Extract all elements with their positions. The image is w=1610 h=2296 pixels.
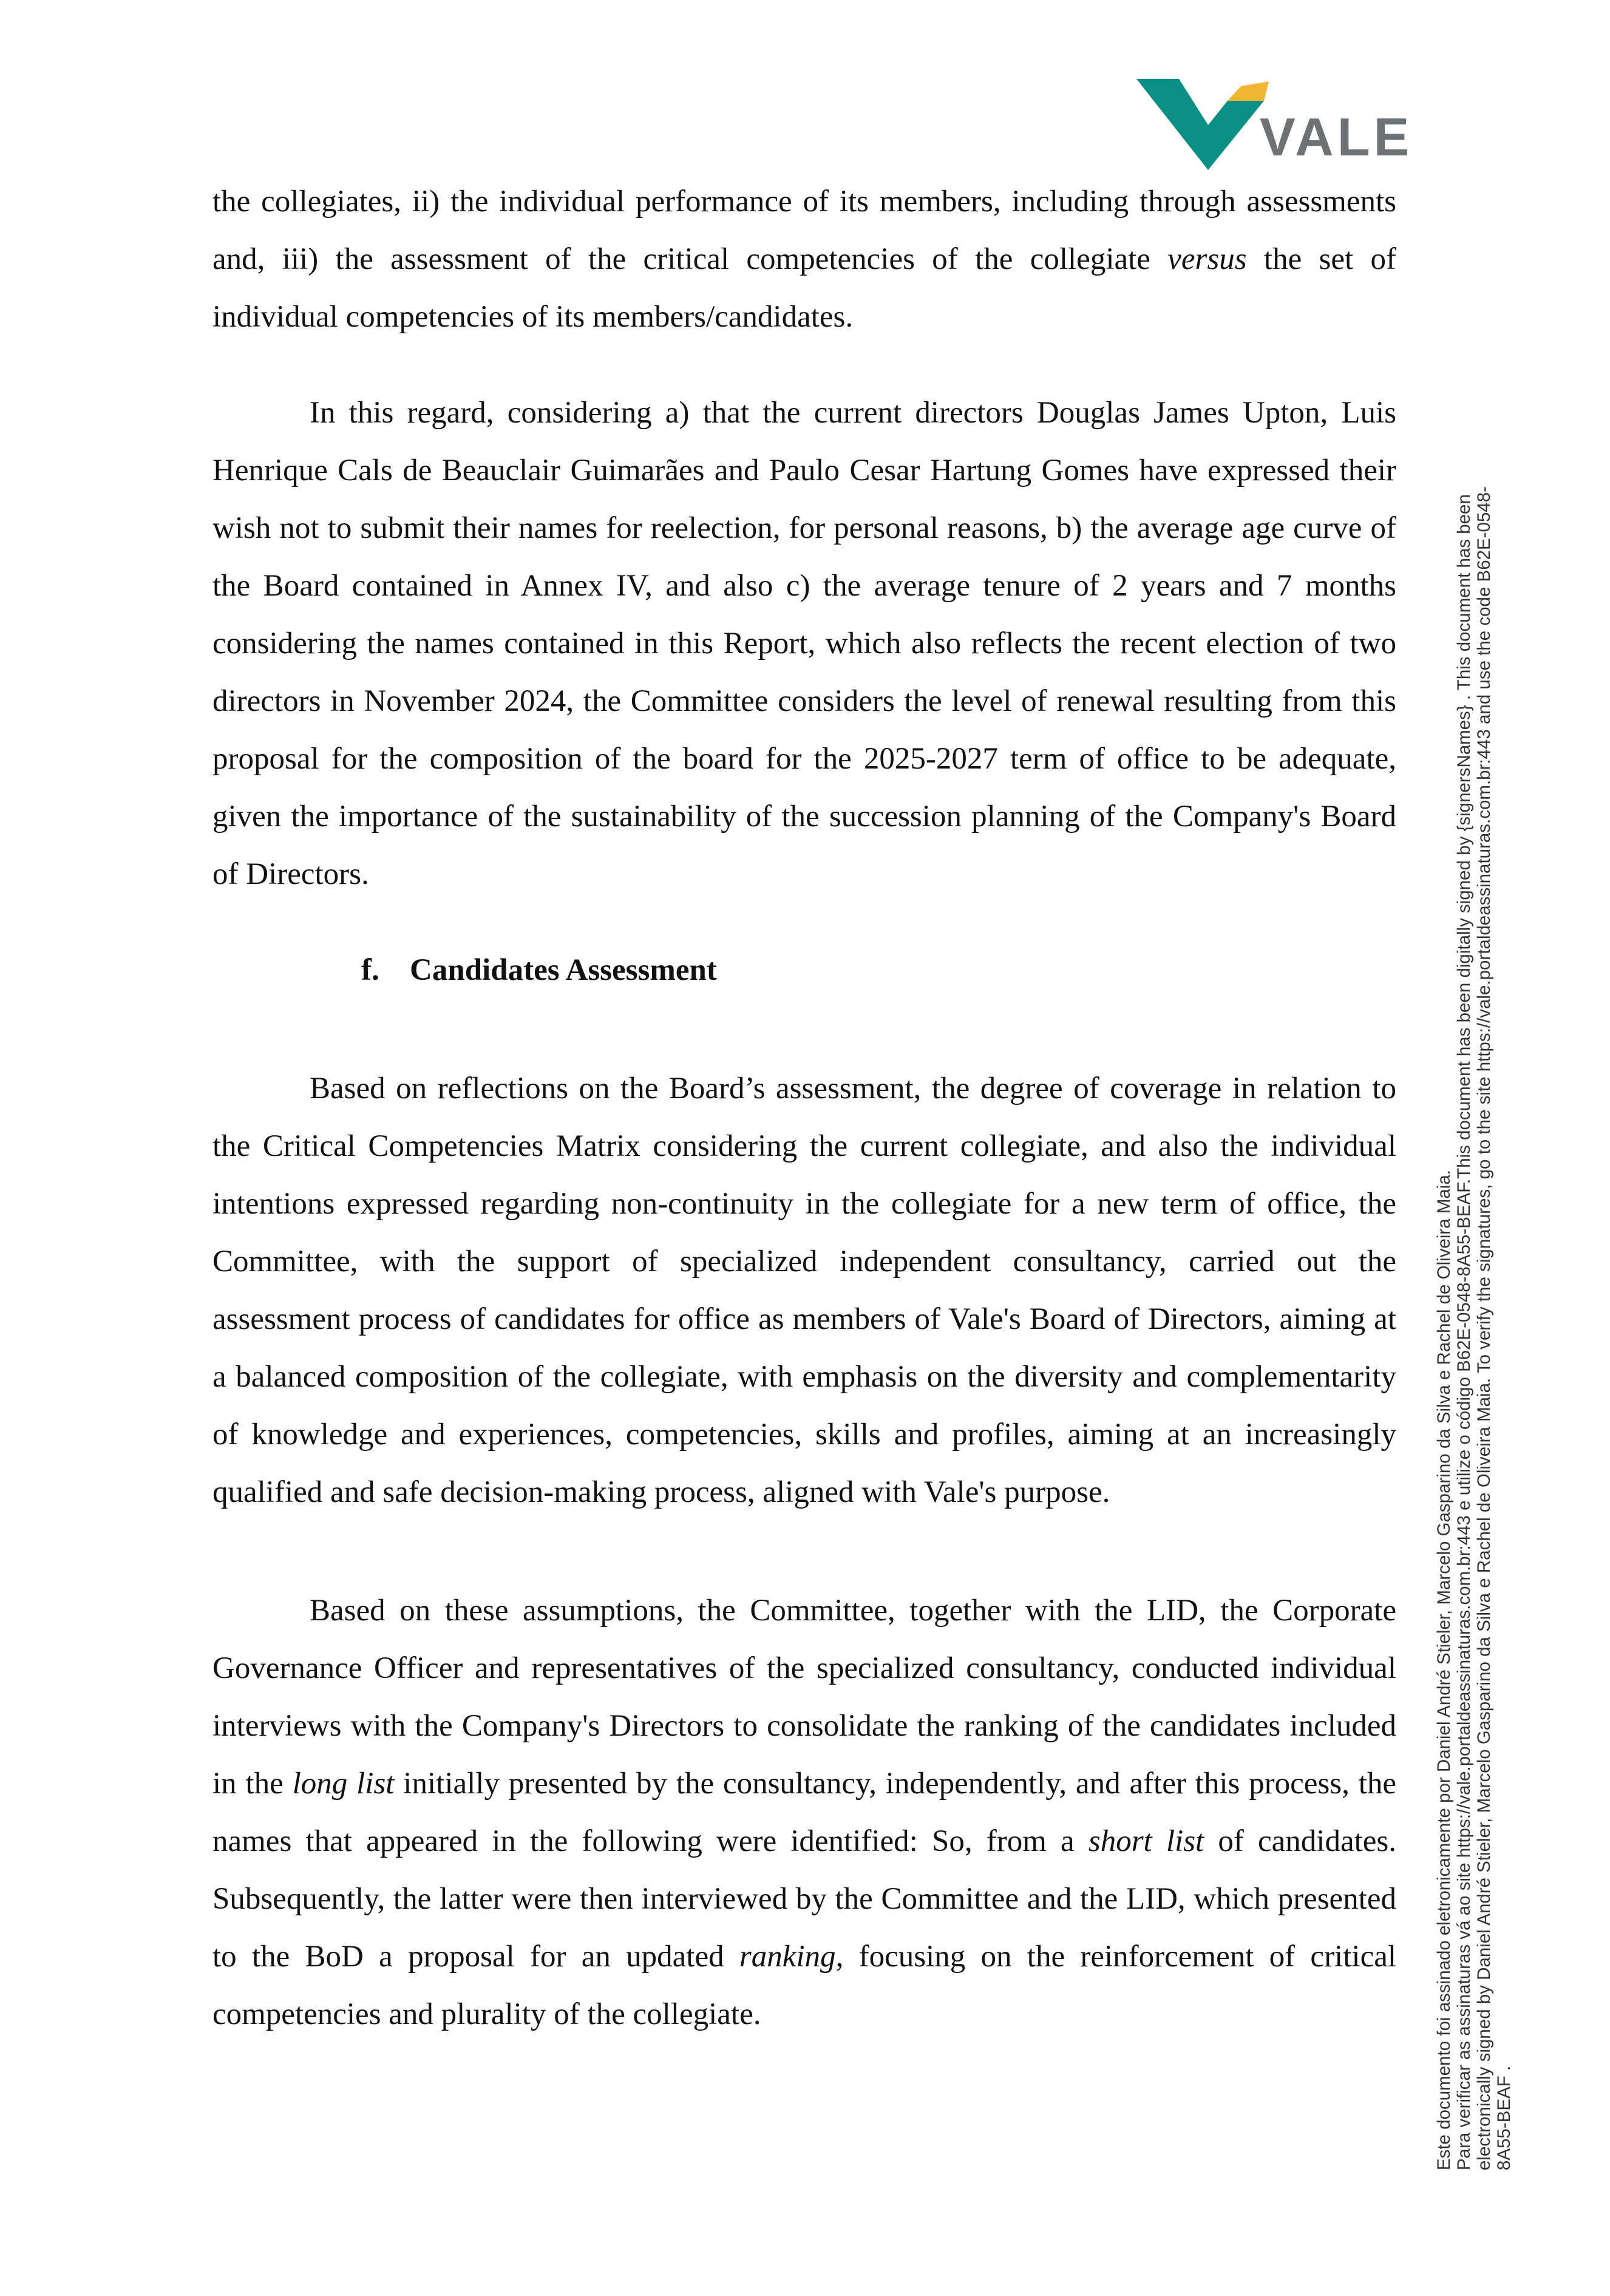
document-body: [212, 173, 1396, 2043]
vale-logo-text: VALE: [1260, 107, 1413, 167]
e-signature-notice: [1434, 106, 1514, 2170]
signature-line-3: electronically signed by Daniel André Stieler, Marcelo Gasparino da Silva e Rachel de Oliveira Maia. To verify the signatures, go to the site https://vale.portaldeassinaturas.com.br:443 and use the code B62E-0548-: [1474, 486, 1494, 2170]
paragraph-interviews: Based on these assumptions, the Committee, together with the LID, the Corporate Governance Officer and representatives of the specialized consultancy, conducted individual interviews with the Company's Directors to consolidate the ranking of the candidates included in the long list initially presented by the consultancy, independently, and after this process, the names that appeared in the following were identified: So, from a short list of candidates. Subsequently, the latter were then interviewed by the Committee and the LID, which presented to the BoD a proposal for an updated ranking, focusing on the reinforcement of critical competencies and plurality of the collegiate.: [212, 1594, 1397, 2031]
paragraph-renewal: In this regard, considering a) that the current directors Douglas James Upton, Luis Henrique Cals de Beauclair Guimarães and Paulo Cesar Hartung Gomes have expressed their wish not to submit their names for reelection, for personal reasons, b) the average age curve of the Board contained in Annex IV, and also c) the average tenure of 2 years and 7 months considering the names contained in this Report, which also reflects the recent election of two directors in November 2024, the Committee considers the level of renewal resulting from this proposal for the composition of the board for the 2025-2027 term of office to be adequate, given the importance of the sustainability of the succession planning of the Company's Board of Directors.: [212, 396, 1396, 891]
paragraph-continuation: the collegiates, ii) the individual performance of its members, including through assessments and, iii) the assessment of the critical competencies of the collegiate versus the set of individual competencies of its members/candidates.: [212, 185, 1396, 334]
section-number: f.: [361, 953, 379, 987]
section-title: Candidates Assessment: [410, 953, 717, 987]
section-heading: [212, 942, 1396, 999]
signature-line-2: Para verificar as assinaturas vá ao site https://vale.portaldeassinaturas.com.br:443 e utilize o código B62E-0548-8A55-BEAF.This document has been digitally signed by {signersNames} . This document has been: [1454, 494, 1474, 2170]
signature-line-1: Este documento foi assinado eletronicamente por Daniel André Stieler, Marcelo Gasparino da Silva e Rachel de Oliveira Maia.: [1434, 1170, 1454, 2170]
paragraph-assessment: Based on reflections on the Board’s assessment, the degree of coverage in relation to the Critical Competencies Matrix considering the current collegiate, and also the individual intentions expressed regarding non-continuity in the collegiate for a new term of office, the Committee, with the support of specialized independent consultancy, carried out the assessment process of candidates for office as members of Vale's Board of Directors, aiming at a balanced composition of the collegiate, with emphasis on the diversity and complementarity of knowledge and experiences, competencies, skills and profiles, aiming at an increasingly qualified and safe decision-making process, aligned with Vale's purpose.: [212, 1072, 1396, 1509]
signature-line-4: 8A55-BEAF .: [1494, 2065, 1514, 2170]
